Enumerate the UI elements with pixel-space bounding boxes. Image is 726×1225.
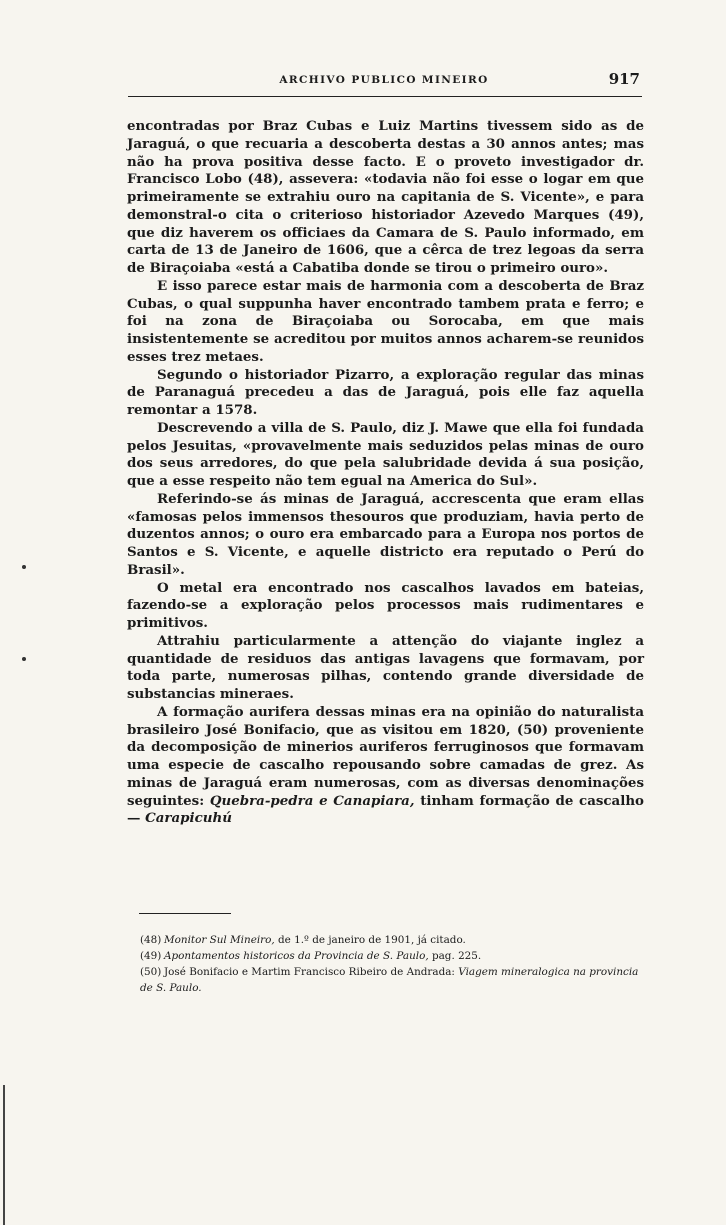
- paragraph: [127, 704, 644, 828]
- paragraph-text: A formação aurifera dessas minas era na opinião do naturalista brasileiro José Bonifacio, que as visitou em 1820, (50) proveniente da decomposição de minerios auriferos ferruginosos que formavam uma especie de cascalho repousando sobre camadas de grez. As minas de Jaraguá eram numerosas, com as diversas denominações seguintes:: [127, 703, 644, 809]
- body-text: [127, 118, 644, 828]
- mine-names: Quebra-pedra e Canapiara,: [209, 792, 415, 809]
- paragraph: E isso parece estar mais de harmonia com a descoberta de Braz Cubas, o qual suppunha haver encontrado tambem prata e ferro; e foi na zona de Biraçoiaba ou Sorocaba, em que mais insistentemente se acreditou por muitos annos acharem-se reunidos esses trez metaes.: [127, 277, 644, 365]
- footnote-number: (49): [140, 950, 162, 962]
- page-edge-mark: [3, 1085, 5, 1225]
- footnote: [140, 932, 644, 948]
- footnote-text: pag. 225.: [428, 950, 482, 962]
- footnote-text: de 1.º de janeiro de 1901, já citado.: [274, 934, 466, 946]
- paragraph-text: tinham formação de cascalho —: [127, 792, 644, 827]
- footnote-source: Monitor Sul Mineiro,: [164, 934, 275, 946]
- paragraph: encontradas por Braz Cubas e Luiz Martins tivessem sido as de Jaraguá, o que recuaria a descoberta destas a 30 annos antes; mas não ha prova positiva desse facto. E o proveto investigador dr. Francisco Lobo (48), assevera: «todavia não foi esse o logar em que primeiramente se extrahiu ouro na capitania de S. Vicente», e para demonstral-o cita o criterioso historiador Azevedo Marques (49), que diz haverem os officiaes da Camara de S. Paulo informado, em carta de 13 de Janeiro de 1606, que a cêrca de trez legoas da serra de Biraçoiaba «está a Cabatiba donde se tirou o primeiro ouro».: [127, 118, 644, 276]
- footnote-source: Apontamentos historicos da Provincia de S. Paulo,: [164, 950, 429, 962]
- mine-name: Carapicuhú: [145, 810, 232, 827]
- running-header: [128, 68, 640, 92]
- footnote-number: (48): [140, 934, 162, 946]
- paragraph: Referindo-se ás minas de Jaraguá, accrescenta que eram ellas «famosas pelos immensos thesouros que produziam, havia perto de duzentos annos; o ouro era embarcado para a Europa nos portos de Santos e S. Vicente, e aquelle districto era reputado o Perú do Brasil».: [127, 490, 644, 578]
- header-title: ARCHIVO PUBLICO MINEIRO: [279, 74, 489, 86]
- paragraph: Segundo o historiador Pizarro, a exploração regular das minas de Paranaguá precedeu a das de Jaraguá, pois elle faz aquella remontar a 1578.: [127, 366, 644, 418]
- paragraph: O metal era encontrado nos cascalhos lavados em bateias, fazendo-se a exploração pelos processos mais rudimentares e primitivos.: [127, 579, 644, 631]
- footnote-rule: [139, 913, 231, 914]
- margin-mark: [22, 657, 26, 661]
- footnote-source: Viagem mineralogica na provincia de S. Paulo.: [140, 966, 639, 994]
- footnote: [140, 948, 644, 964]
- paragraph: Attrahiu particularmente a attenção do viajante inglez a quantidade de residuos das antigas lavagens que formavam, por toda parte, numerosas pilhas, contendo grande diversidade de substancias mineraes.: [127, 632, 644, 702]
- paragraph: Descrevendo a villa de S. Paulo, diz J. Mawe que ella foi fundada pelos Jesuitas, «provavelmente mais seduzidos pelas minas de ouro dos seus arredores, do que pela salubridade devida á sua posição, que a esse respeito não tem egual na America do Sul».: [127, 419, 644, 489]
- header-rule: [128, 96, 642, 97]
- footnote-text: José Bonifacio e Martim Francisco Ribeiro de Andrada:: [164, 966, 459, 978]
- footnote: [140, 964, 644, 996]
- margin-mark: [22, 565, 26, 569]
- footnote-number: (50): [140, 966, 162, 978]
- footnotes: [140, 932, 644, 996]
- page-number: 917: [608, 70, 640, 88]
